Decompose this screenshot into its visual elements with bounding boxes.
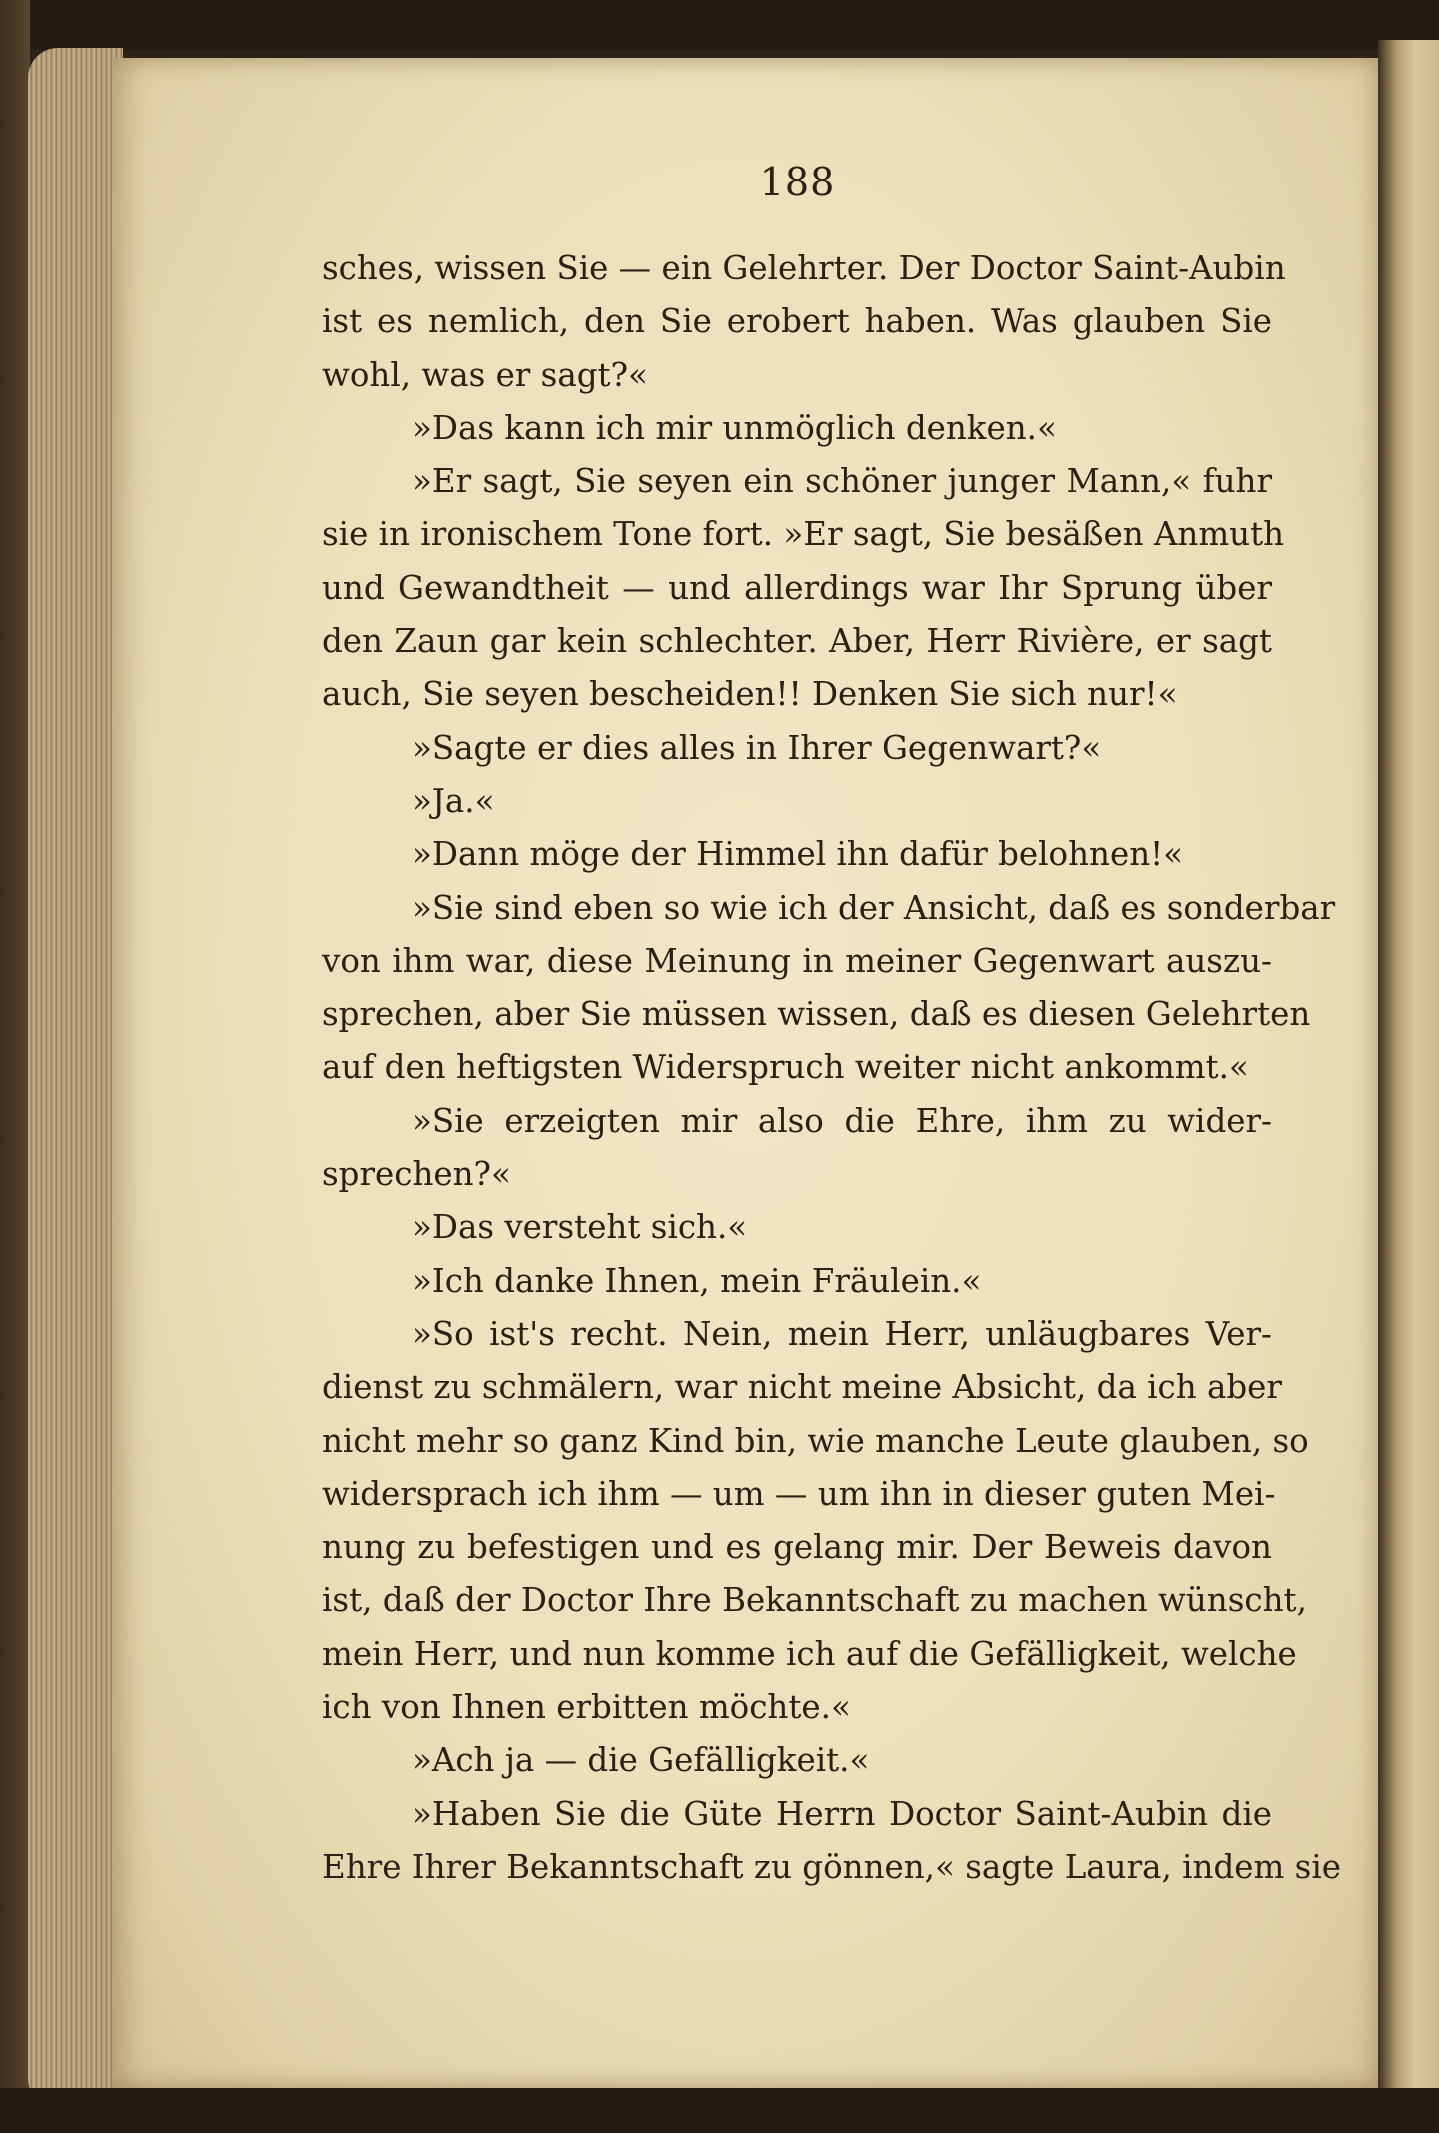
- text-line: nung zu befestigen und es gelang mir. Der Beweis davon: [322, 1528, 1272, 1567]
- text-line: widersprach ich ihm — um — um ihn in dieser guten Mei-: [322, 1474, 1276, 1513]
- scan-background-top: [0, 0, 1439, 50]
- facing-page-edge: [1378, 40, 1439, 2133]
- text-line: sprechen?«: [322, 1155, 511, 1194]
- text-line: auf den heftigsten Widerspruch weiter nicht ankommt.«: [322, 1048, 1249, 1087]
- text-line: »So ist's recht. Nein, mein Herr, unläugbares Ver-: [412, 1314, 1272, 1353]
- text-line: ist es nemlich, den Sie erobert haben. Was glauben Sie: [322, 302, 1272, 341]
- page-edges: [28, 48, 123, 2108]
- text-line: »Das kann ich mir unmöglich denken.«: [412, 408, 1057, 447]
- text-line: nicht mehr so ganz Kind bin, wie manche Leute glauben, so: [322, 1421, 1309, 1460]
- text-line: »Dann möge der Himmel ihn dafür belohnen!«: [412, 835, 1184, 874]
- text-line: »Ach ja — die Gefälligkeit.«: [412, 1741, 870, 1780]
- page-number: 188: [759, 160, 836, 204]
- text-line: mein Herr, und nun komme ich auf die Gefälligkeit, welche: [322, 1634, 1297, 1673]
- book-spine: [0, 0, 30, 2133]
- scan-background-bottom: [0, 2088, 1439, 2133]
- text-line: »Ich danke Ihnen, mein Fräulein.«: [412, 1261, 982, 1300]
- text-line: »Sagte er dies alles in Ihrer Gegenwart?«: [412, 728, 1102, 767]
- text-line: und Gewandtheit — und allerdings war Ihr Sprung über: [322, 568, 1272, 607]
- text-line: »Er sagt, Sie seyen ein schöner junger Mann,« fuhr: [412, 462, 1272, 501]
- text-line: Ehre Ihrer Bekanntschaft zu gönnen,« sagte Laura, indem sie: [322, 1847, 1341, 1886]
- text-line: sches, wissen Sie — ein Gelehrter. Der Doctor Saint-Aubin: [322, 249, 1286, 287]
- text-line: sprechen, aber Sie müssen wissen, daß es diesen Gelehrten: [322, 995, 1311, 1034]
- text-line: wohl, was er sagt?«: [322, 355, 648, 394]
- text-line: »Sie erzeigten mir also die Ehre, ihm zu wider-: [412, 1101, 1272, 1140]
- text-line: ich von Ihnen erbitten möchte.«: [322, 1688, 851, 1727]
- text-line: dienst zu schmälern, war nicht meine Absicht, da ich aber: [322, 1368, 1282, 1407]
- body-text: [322, 242, 1341, 1894]
- text-line: »Ja.«: [412, 781, 495, 820]
- text-line: den Zaun gar kein schlechter. Aber, Herr Rivière, er sagt: [322, 622, 1272, 661]
- text-line: von ihm war, diese Meinung in meiner Gegenwart auszu-: [322, 941, 1272, 980]
- text-line: auch, Sie seyen bescheiden!! Denken Sie sich nur!«: [322, 675, 1178, 714]
- text-line: sie in ironischem Tone fort. »Er sagt, Sie besäßen Anmuth: [322, 515, 1285, 554]
- text-line: »Das versteht sich.«: [412, 1208, 748, 1247]
- text-line: »Haben Sie die Güte Herrn Doctor Saint-Aubin die: [412, 1794, 1272, 1833]
- text-line: ist, daß der Doctor Ihre Bekanntschaft zu machen wünscht,: [322, 1581, 1307, 1620]
- text-line: »Sie sind eben so wie ich der Ansicht, daß es sonderbar: [412, 888, 1336, 927]
